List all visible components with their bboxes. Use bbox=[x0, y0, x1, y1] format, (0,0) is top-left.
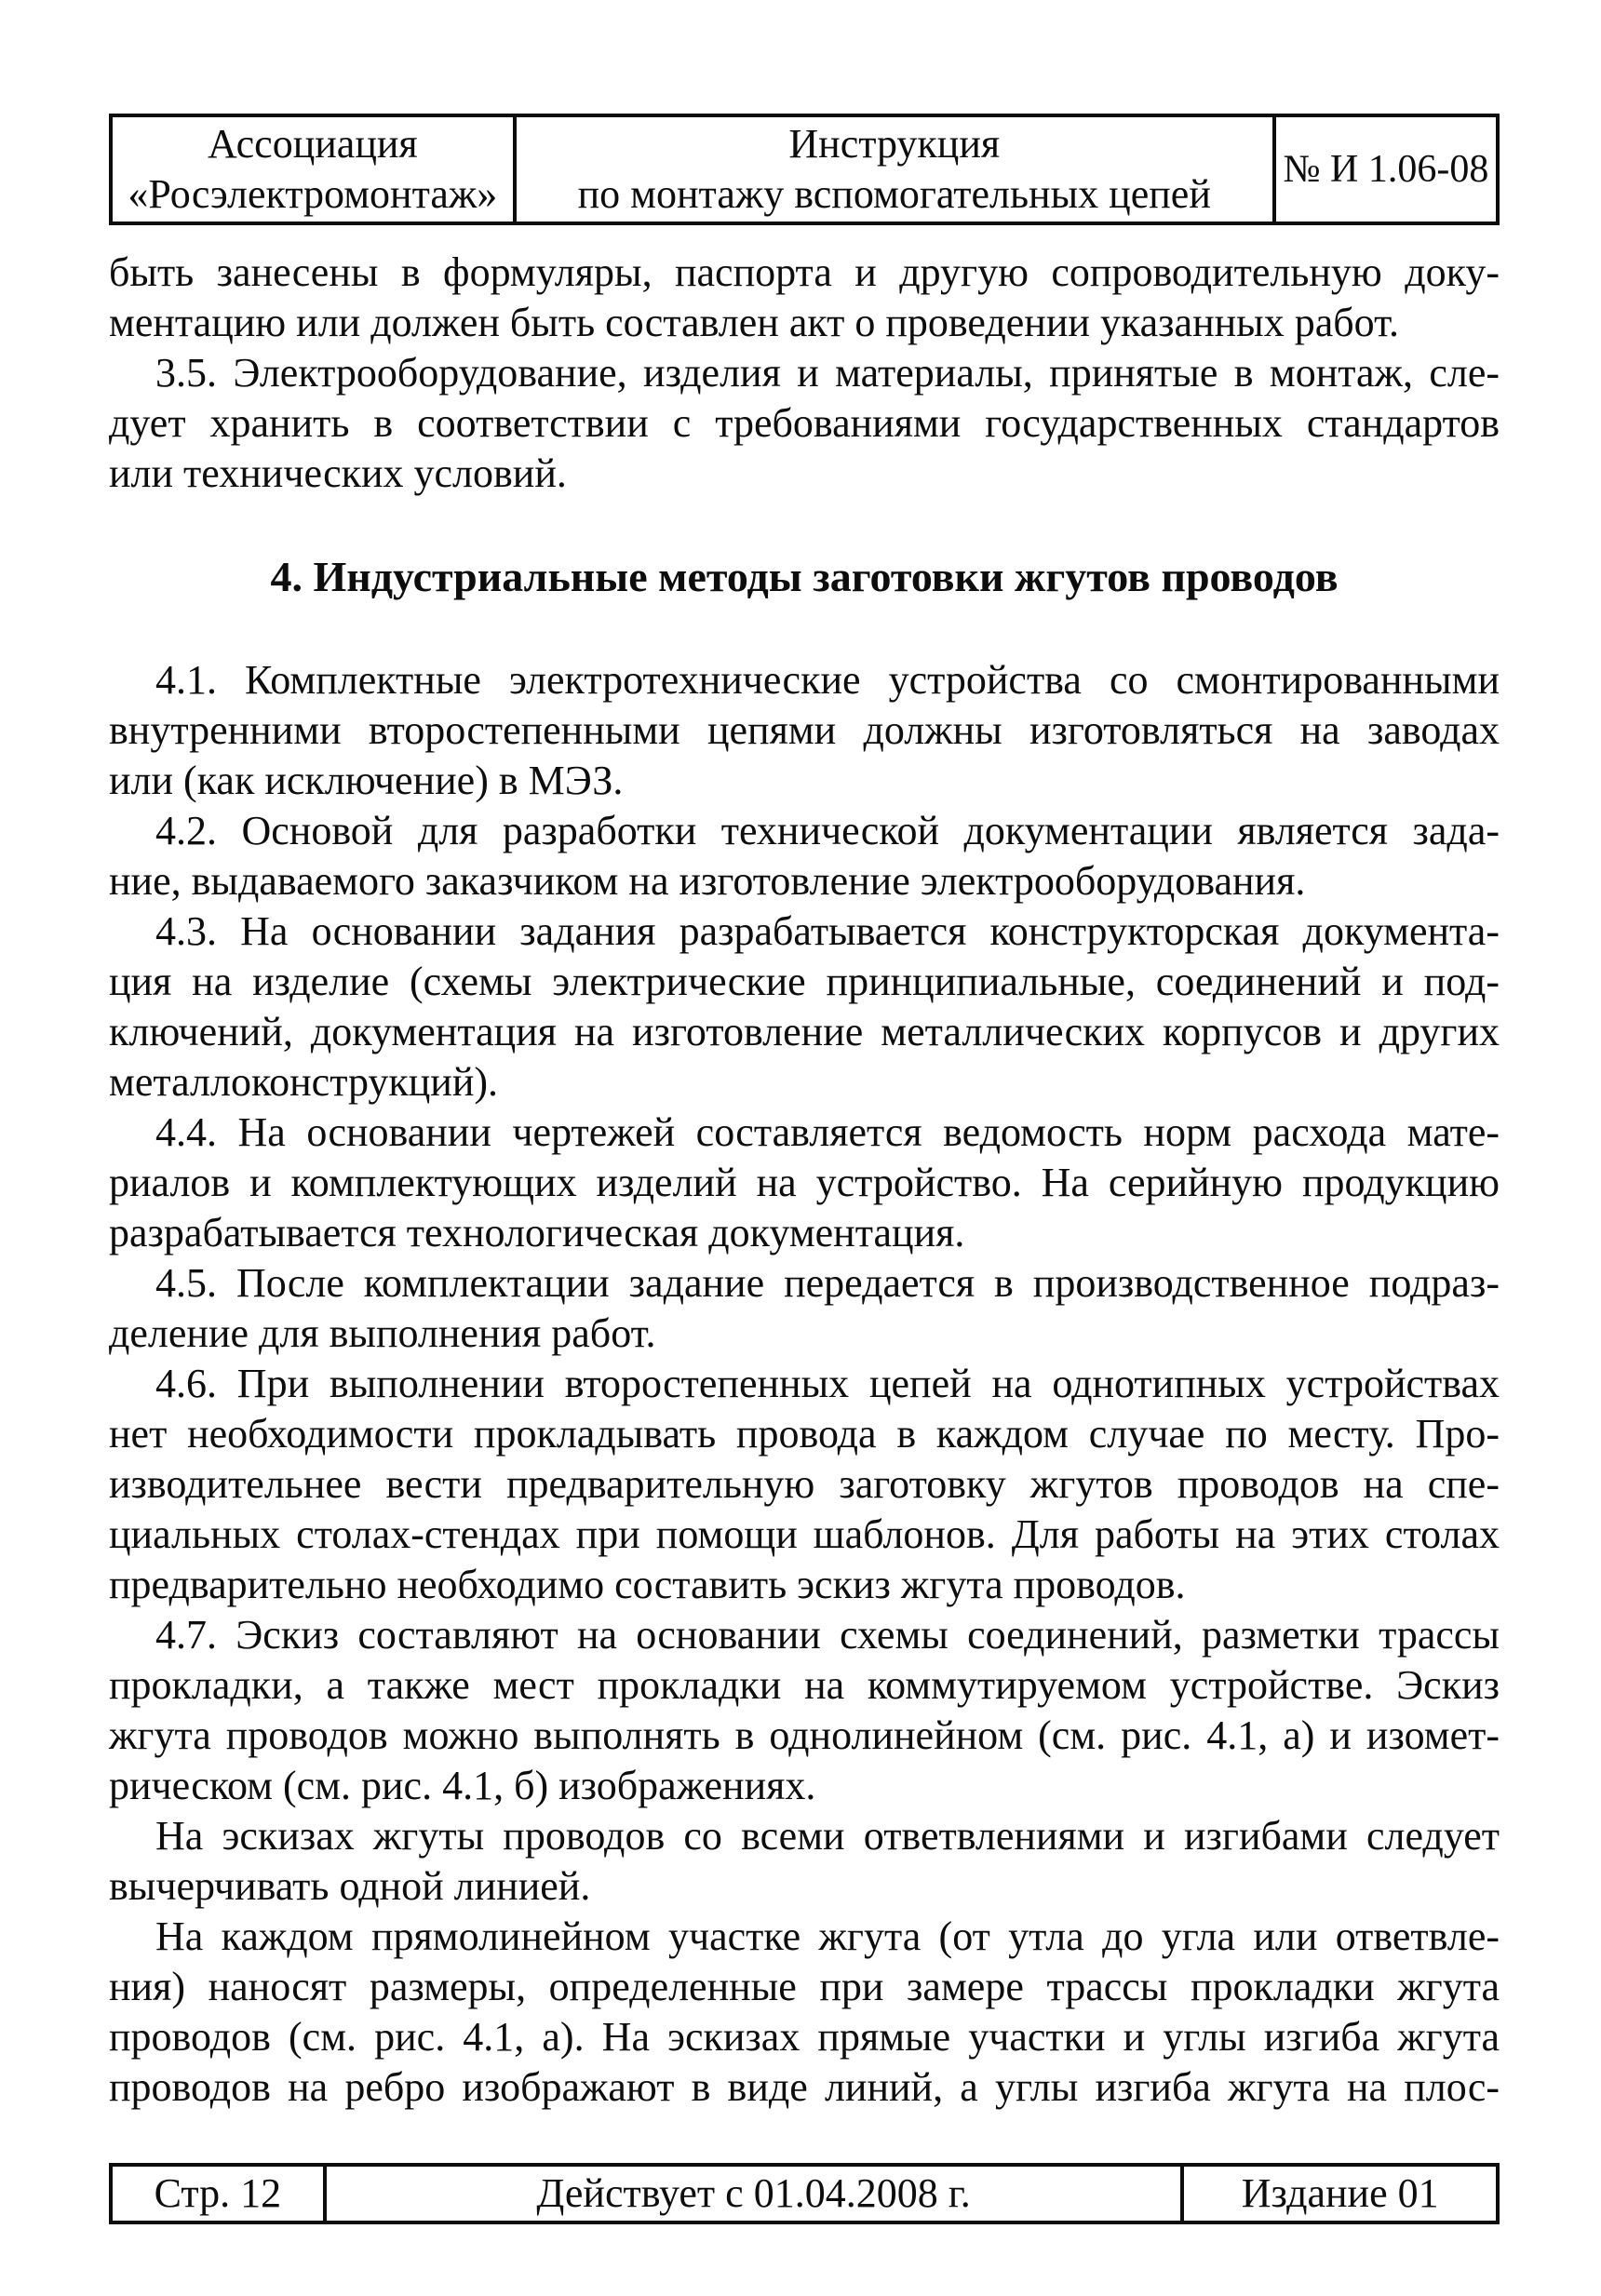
paragraph bbox=[109, 906, 1500, 1108]
paragraph bbox=[109, 1610, 1500, 1811]
paragraph bbox=[109, 1258, 1500, 1359]
body-section-after-heading bbox=[109, 655, 1500, 2113]
text-line: 4.5. После комплектации задание передается в производственное подраз- bbox=[155, 1260, 1500, 1306]
paragraph bbox=[109, 806, 1500, 906]
document-sheet bbox=[109, 0, 1500, 2296]
text-line: 4.4. На основании чертежей составляется ведомость норм расхода мате- bbox=[155, 1109, 1500, 1155]
text-line: На каждом прямолинейном участке жгута (от утла до угла или ответвле- bbox=[155, 1913, 1500, 1959]
text-line: ключений, документация на изготовление металлических корпусов и других bbox=[109, 1009, 1500, 1054]
text-line: быть занесены в формуляры, паспорта и другую сопроводительную доку- bbox=[109, 249, 1500, 295]
text-line: риалов и комплектующих изделий на устройство. На серийную продукцию bbox=[109, 1160, 1500, 1205]
text-line: предварительно необходимо составить эскиз жгута проводов. bbox=[109, 1562, 1186, 1607]
paragraph bbox=[109, 655, 1500, 806]
text-line: проводов на ребро изображают в виде линий, а углы изгиба жгута на плос- bbox=[109, 2064, 1500, 2110]
text-line: 4.1. Комплектные электротехнические устройства со смонтированными bbox=[155, 657, 1500, 703]
document-body bbox=[109, 248, 1500, 2113]
text-line: внутренними второстепенными цепями должны изготовляться на заводах bbox=[109, 707, 1500, 753]
organization-line1: Ассоциация bbox=[207, 121, 418, 167]
text-line: металлоконструкций). bbox=[109, 1059, 499, 1105]
text-line: ние, выдаваемого заказчиком на изготовление электрооборудования. bbox=[109, 858, 1306, 904]
text-line: циальных столах-стендах при помощи шаблонов. Для работы на этих столах bbox=[109, 1511, 1500, 1557]
text-line: вычерчивать одной линией. bbox=[109, 1863, 591, 1909]
header-title-cell bbox=[515, 115, 1274, 223]
document-footer-table bbox=[109, 2163, 1500, 2224]
text-line: или (как исключение) в МЭЗ. bbox=[109, 758, 624, 803]
text-line: дует хранить в соответствии с требованиями государственных стандартов bbox=[109, 400, 1500, 446]
section-heading: 4. Индустриальные методы заготовки жгутов проводов bbox=[270, 553, 1339, 600]
paragraph bbox=[109, 1811, 1500, 1912]
paragraph bbox=[109, 1108, 1500, 1258]
text-line: проводов (см. рис. 4.1, а). На эскизах прямые участки и углы изгиба жгута bbox=[109, 2014, 1500, 2060]
footer-validity-cell: Действует с 01.04.2008 г. bbox=[325, 2165, 1183, 2222]
document-header-table bbox=[109, 114, 1500, 225]
body-section-before-heading bbox=[109, 248, 1500, 499]
text-line: ментацию или должен быть составлен акт о проведении указанных работ. bbox=[109, 300, 1399, 345]
paragraph bbox=[109, 348, 1500, 499]
text-line: ния) наносят размеры, определенные при замере трассы прокладки жгута bbox=[109, 1964, 1500, 2009]
text-line: прокладки, а также мест прокладки на коммутируемом устройстве. Эскиз bbox=[109, 1662, 1500, 1708]
title-line2: по монтажу вспомогательных цепей bbox=[577, 171, 1211, 217]
footer-edition-cell: Издание 01 bbox=[1182, 2165, 1498, 2222]
text-line: 4.7. Эскиз составляют на основании схемы соединений, разметки трассы bbox=[155, 1612, 1500, 1658]
footer-row bbox=[111, 2165, 1498, 2222]
footer-page-cell: Стр. 12 bbox=[111, 2165, 325, 2222]
paragraph bbox=[109, 1359, 1500, 1610]
organization-line2: «Росэлектромонтаж» bbox=[128, 171, 498, 217]
paragraph bbox=[109, 248, 1500, 348]
text-line: 4.2. Основой для разработки технической документации является зада- bbox=[155, 808, 1500, 853]
header-number-cell: № И 1.06-08 bbox=[1274, 115, 1498, 223]
text-line: нет необходимости прокладывать провода в каждом случае по месту. Про- bbox=[109, 1411, 1500, 1457]
text-line: 4.3. На основании задания разрабатывается конструкторская документа- bbox=[155, 908, 1500, 954]
title-line1: Инструкция bbox=[788, 121, 1001, 167]
text-line: или технических условий. bbox=[109, 450, 567, 496]
text-line: жгута проводов можно выполнять в однолинейном (см. рис. 4.1, а) и изомет- bbox=[109, 1712, 1500, 1758]
text-line: рическом (см. рис. 4.1, б) изображениях. bbox=[109, 1763, 816, 1808]
text-line: деление для выполнения работ. bbox=[109, 1310, 656, 1356]
paragraph bbox=[109, 1912, 1500, 2113]
text-line: ция на изделие (схемы электрические принципиальные, соединений и под- bbox=[109, 959, 1500, 1004]
text-line: На эскизах жгуты проводов со всеми ответвлениями и изгибами следует bbox=[155, 1813, 1500, 1859]
header-organization-cell bbox=[111, 115, 515, 223]
text-line: 3.5. Электрооборудование, изделия и материалы, принятые в монтаж, сле- bbox=[155, 350, 1500, 396]
text-line: изводительнее вести предварительную заготовку жгутов проводов на спе- bbox=[109, 1461, 1500, 1507]
header-row bbox=[111, 115, 1498, 223]
text-line: 4.6. При выполнении второстепенных цепей на однотипных устройствах bbox=[155, 1361, 1500, 1406]
text-line: разрабатывается технологическая документация. bbox=[109, 1210, 965, 1255]
